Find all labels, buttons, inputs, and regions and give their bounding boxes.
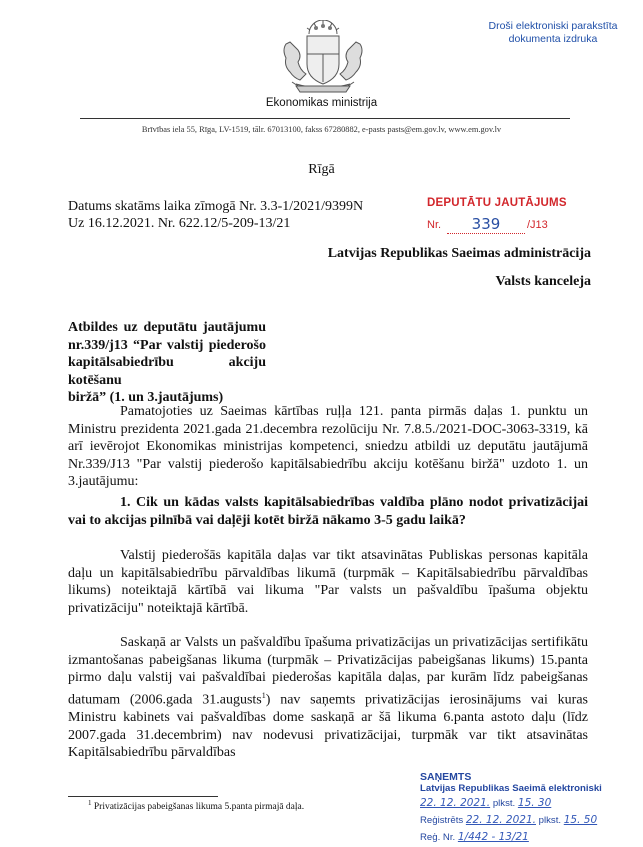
received-stamp-date-row: [420, 795, 628, 812]
subject-line-4: biržā” (1. un 3.jautājums): [68, 390, 224, 406]
ministry-contacts: Brīvības iela 55, Rīga, LV-1519, tālr. 67013100, fakss 67280882, e-pasts pasts@em.gov.lv, www.em.gov.lv: [141, 125, 502, 134]
body-intro: Pamatojoties uz Saeimas kārtības ruļļa 121. panta pirmās daļas 1. punktu un Ministru prezidenta 2021.gada 21.decembra rezolūciju Nr. 7.8.5./2021-DOC-3063-3319, kā arī ievērojot Ekonomikas ministrijas kompetenci, sniedzu atbildi uz deputātu jautājumā Nr.339/J13 "Par valstij piederošo kapitālsabiedrību akciju kotēšanu biržā" uzdoto 1. un 3.jautājumu:: [68, 404, 588, 490]
deputy-stamp-number: 339: [471, 215, 501, 233]
received-stamp-title: SAŅEMTS: [420, 771, 472, 783]
deputy-stamp-nr-label: Nr.: [427, 219, 442, 231]
reference-line-1: Datums skatāms laika zīmogā Nr. 3.3-1/2021/9399N: [68, 199, 364, 214]
body-question: 1. Cik un kādas valsts kapitālsabiedrības valdība plāno nodot privatizācijai vai to akcijas pilnībā vai daļēji kotēt biržā nākamo 3-5 gadu laikā?: [68, 495, 588, 528]
reg-nr-label: Reģ. Nr.: [420, 832, 456, 843]
footnote-mark: 1: [88, 799, 92, 807]
body-answer-1: Valstij piederošās kapitāla daļas var tikt atsavinātas Publiskas personas kapitāla daļu un kapitālsabiedrību pārvaldības likumā (turpmāk – Kapitālsabiedrību pārvaldības likums) noteiktajā kārtībā vai likuma "Par valsts un pašvaldību īpašuma objektu privatizāciju" noteiktajā kārtībā.: [68, 548, 588, 616]
received-stamp-subtitle: Latvijas Republikas Saeimā elektroniski: [420, 783, 602, 794]
signed-note: [478, 20, 628, 46]
reference-line-2: Uz 16.12.2021. Nr. 622.12/5-209-13/21: [68, 216, 291, 231]
received-time-label: plkst.: [492, 798, 516, 809]
header-divider: [80, 118, 570, 119]
coat-of-arms-icon: [276, 20, 370, 94]
received-time: 15. 30: [517, 797, 552, 809]
body-answer-2-part-1: Saskaņā ar Valsts un pašvaldību īpašuma privatizācijas un privatizācijas sertifikātu izmantošanas pabeigšanas likuma (turpmāk – Privatizācijas pabeigšanas likums) 15.panta pirmo daļu valstij vai pašvaldībai piederošas kapitāla daļas, par kurām līdz pabeigšanas datumam (2006.gada 31.augusts: [68, 635, 588, 708]
ministry-name: Ekonomikas ministrija: [265, 97, 378, 109]
subject-line-1: Atbildes uz deputātu jautājumu: [68, 320, 266, 335]
footnote-divider: [68, 796, 218, 797]
body-answer-2-part-2: ) nav saņemts privatizācijas ierosinājums vai kuras Ministru kabinets vai pašvaldības dome saskaņā ar šā likuma 6.panta astoto daļu (līdz 2007.gada 31.decembrim) nav nodevusi privatizācijai, turpmāk var tikt atsavinātas Kapitālsabiedrību pārvaldības: [68, 692, 588, 761]
footnote-reference[interactable]: 1: [261, 690, 266, 700]
subject: [68, 319, 266, 407]
received-stamp: [420, 771, 628, 846]
deputy-stamp-suffix: /J13: [527, 219, 548, 231]
subject-line-2: nr.339/j13 “Par valstij piederošo: [68, 337, 266, 353]
registered-time-label: plkst.: [538, 815, 562, 826]
registered-time: 15. 50: [563, 814, 598, 826]
deputy-stamp-title: DEPUTĀTU JAUTĀJUMS: [427, 197, 567, 209]
registered-label: Reģistrēts: [420, 815, 464, 826]
addressee-line-1: Latvijas Republikas Saeimas administrācija: [327, 246, 591, 261]
received-date: 22. 12. 2021.: [420, 797, 491, 809]
reg-nr: 1/442 - 13/21: [457, 831, 529, 843]
footnote-text: Privatizācijas pabeigšanas likuma 5.panta pirmajā daļa.: [93, 802, 305, 813]
addressee-line-2: Valsts kanceleja: [495, 274, 591, 289]
received-stamp-registered-row: [420, 812, 628, 829]
signed-note-line1: Droši elektroniski parakstīta: [488, 20, 618, 32]
received-stamp-regnr-row: [420, 829, 628, 846]
footnote: [88, 799, 304, 812]
deputy-stamp-underline: [447, 233, 525, 234]
subject-line-3: kapitālsabiedrību akciju kotēšanu: [68, 355, 266, 388]
body-answer-2: [68, 634, 588, 762]
registered-date: 22. 12. 2021.: [465, 814, 536, 826]
signed-note-line2: dokumenta izdruka: [508, 33, 598, 45]
city: Rīgā: [308, 162, 335, 177]
